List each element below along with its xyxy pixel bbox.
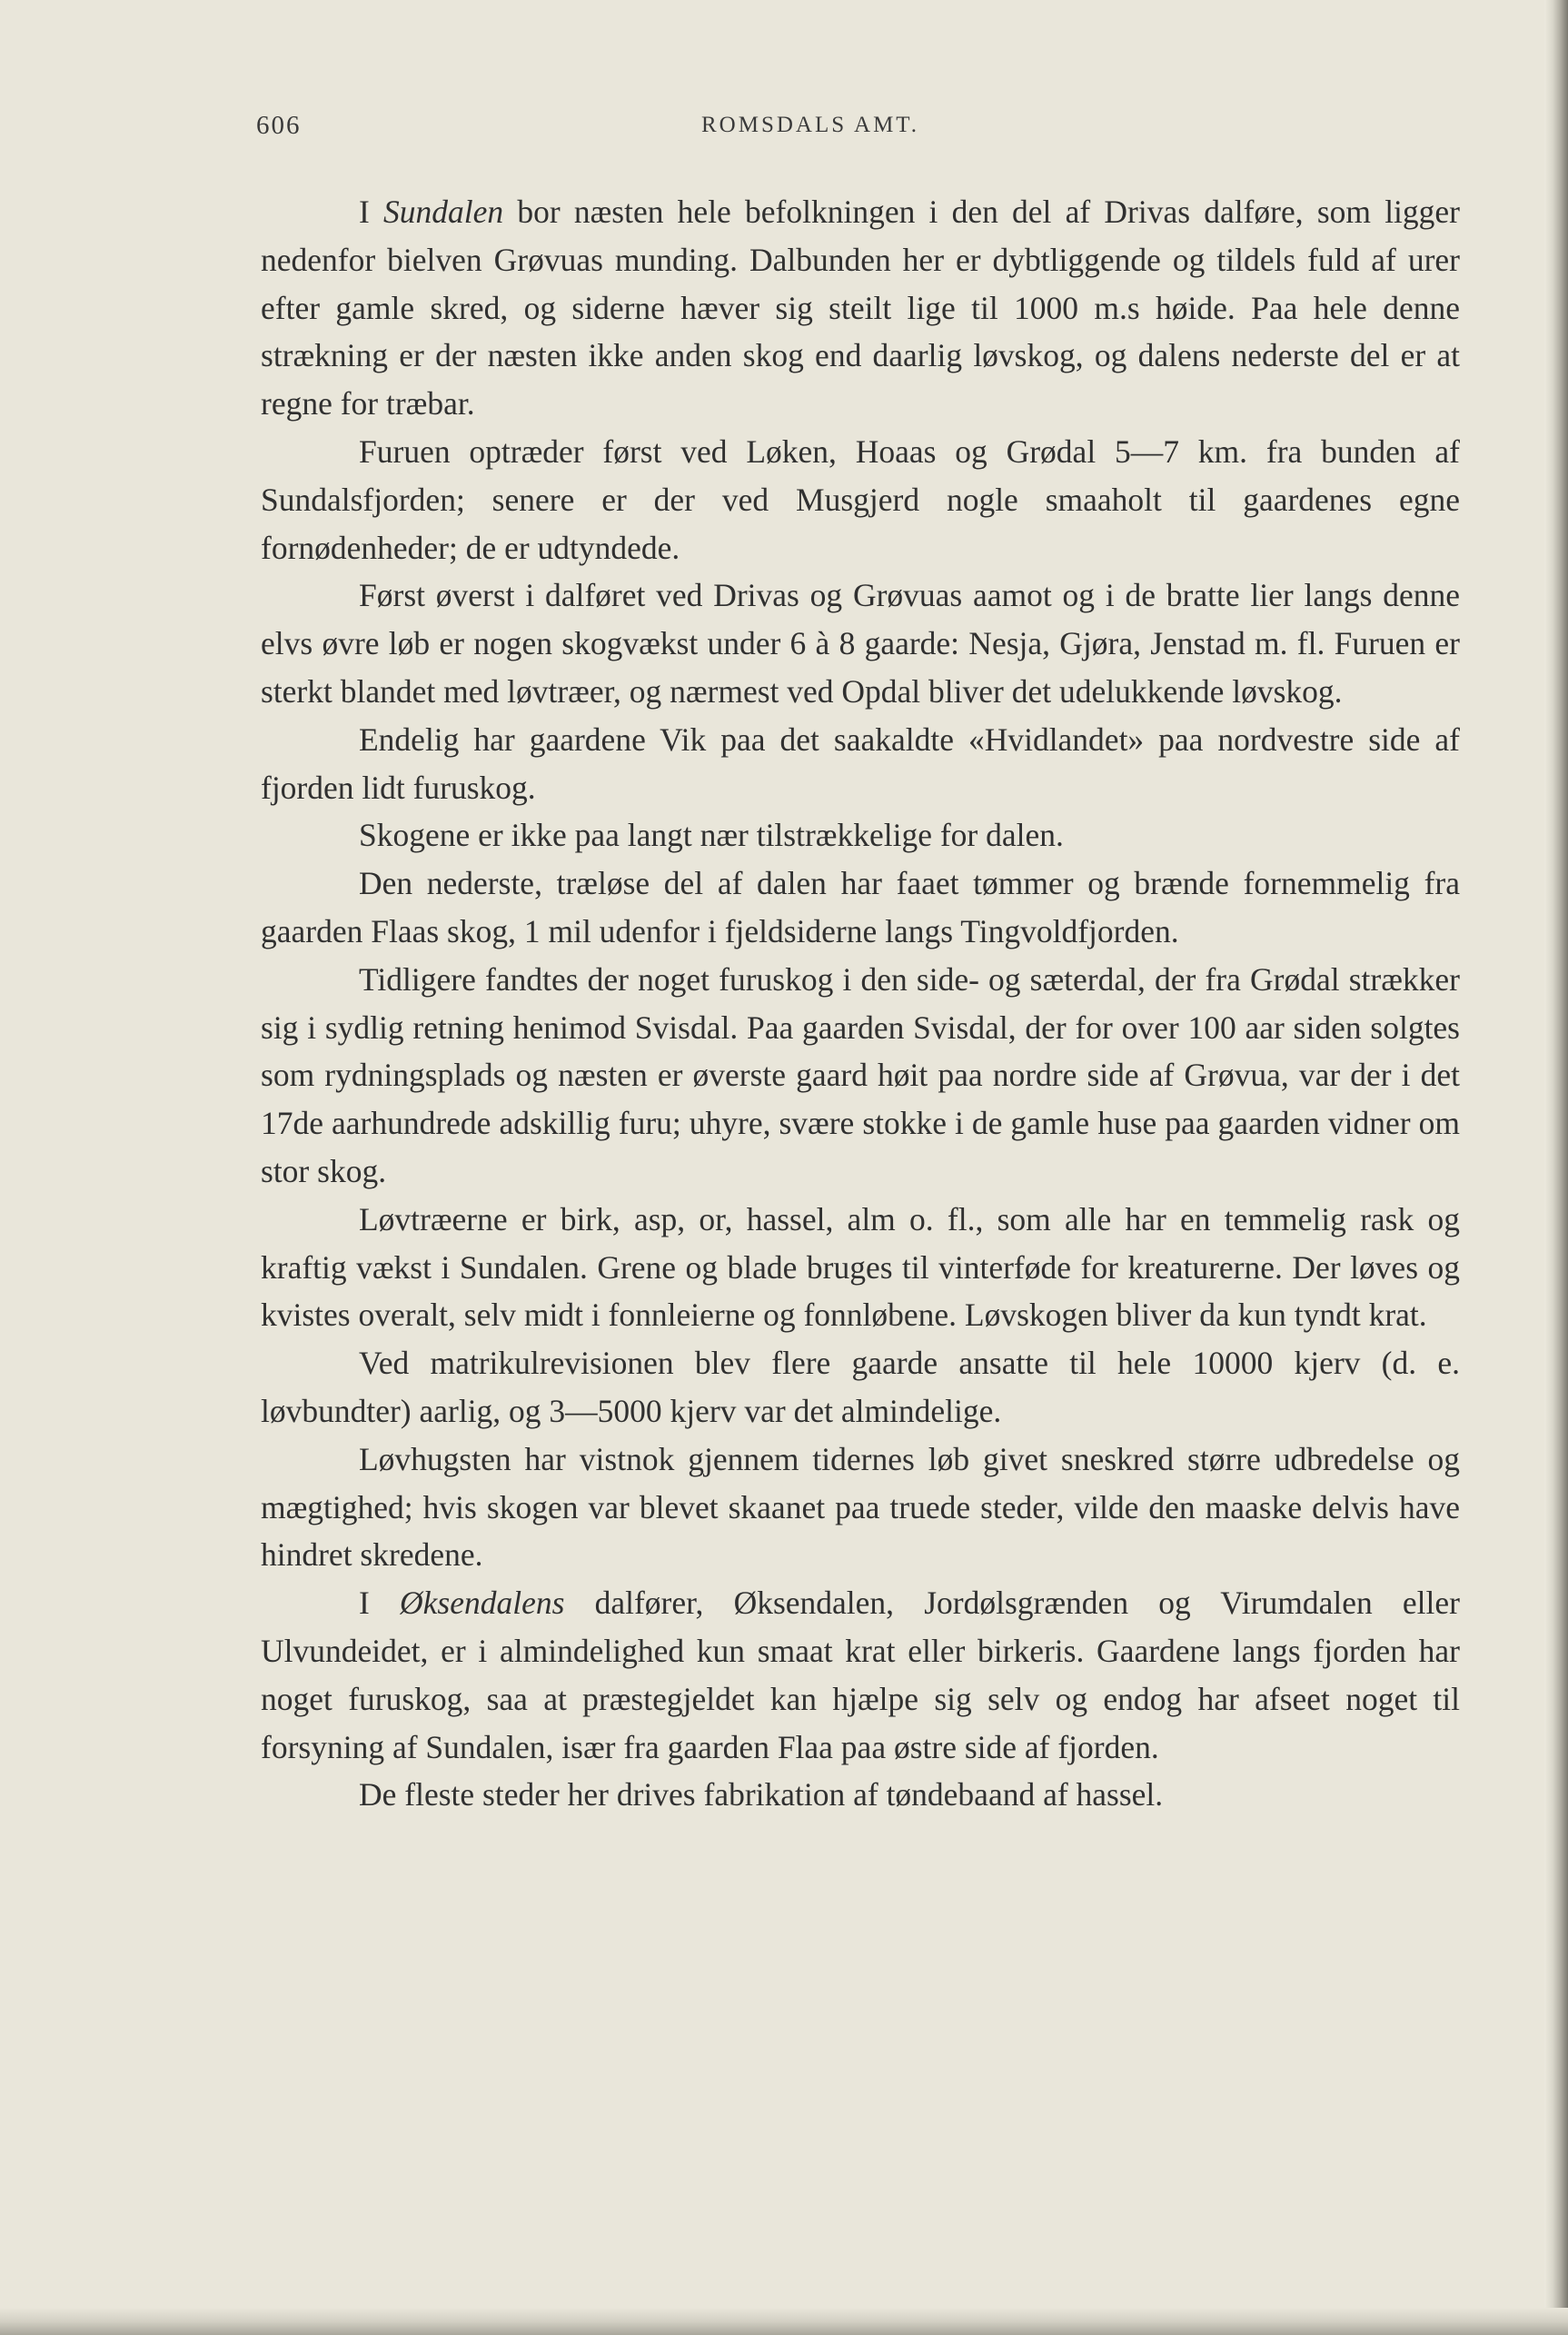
text-run: Skogene er ikke paa langt nær tilstrækkelige for dalen. <box>359 817 1064 854</box>
text-run: bor næsten hele befolkningen i den del af Drivas dalføre, som ligger nedenfor bielven Grøvuas munding. Dalbunden her er dybtliggende og tildels fuld af urer efter gamle skred, og siderne hæver sig steilt lige til 1000 m.s høide. Paa hele denne strækning er der næsten ikke anden skog end daarlig løvskog, og dalens nederste del er at regne for træbar. <box>261 194 1460 422</box>
place-name-italic: Øksendalens <box>400 1585 565 1622</box>
text-run: I <box>359 194 384 230</box>
body-text <box>261 188 1460 1819</box>
text-run: Løvhugsten har vistnok gjennem tidernes løb givet sneskred større udbredelse og mægtighed; hvis skogen var blevet skaanet paa truede steder, vilde den maaske delvis have hindret skredene. <box>261 1440 1460 1574</box>
place-name-italic: Sundalen <box>383 194 504 230</box>
page-header <box>256 111 1455 147</box>
text-run: Den nederste, træløse del af dalen har faaet tømmer og brænde fornemmelig fra gaarden Flaas skog, 1 mil udenfor i fjeldsiderne langs Tingvoldfjorden. <box>261 865 1460 949</box>
text-run: Først øverst i dalføret ved Drivas og Grøvuas aamot og i de bratte lier langs denne elvs øvre løb er nogen skogvækst under 6 à 8 gaarde: Nesja, Gjøra, Jenstad m. fl. Furuen er sterkt blandet med løvtræer, og nærmest ved Opdal bliver det udelukkende løvskog. <box>261 577 1460 710</box>
paragraph <box>261 716 1460 812</box>
text-run: dalfører, Øksendalen, Jordølsgrænden og Virumdalen eller Ulvundeidet, er i almindelighed kun smaat krat eller birkeris. Gaardene langs fjorden har noget furuskog, saa at præstegjeldet kan hjælpe sig selv og endog har afseet noget til forsyning af Sundalen, især fra gaarden Flaa paa østre side af fjorden. <box>261 1585 1460 1765</box>
paragraph <box>261 956 1460 1196</box>
page-bottom-shadow <box>0 2308 1568 2335</box>
text-run: De fleste steder her drives fabrikation af tøndebaand af hassel. <box>359 1776 1164 1813</box>
text-run: I <box>359 1585 401 1622</box>
paragraph <box>261 811 1460 859</box>
text-run: Tidligere fandtes der noget furuskog i den side- og sæterdal, der fra Grødal strækker sig i sydlig retning henimod Svisdal. Paa gaarden Svisdal, der for over 100 aar siden solgtes som rydningsplads og næsten er øverste gaard høit paa nordre side af Grøvua, var der i det 17de aarhundrede adskillig furu; uhyre, svære stokke i de gamle huse paa gaarden vidner om stor skog. <box>261 960 1460 1189</box>
page-edge-shadow <box>1544 0 1568 2335</box>
text-run: Endelig har gaardene Vik paa det saakaldte «Hvidlandet» paa nordvestre side af fjorden lidt furuskog. <box>261 720 1460 806</box>
paragraph <box>261 428 1460 571</box>
page-number: 606 <box>256 111 302 140</box>
text-run: Furuen optræder først ved Løken, Hoaas og Grødal 5—7 km. fra bunden af Sundalsfjorden; senere er der ved Musgjerd nogle smaaholt til gaardenes egne fornødenheder; de er udtyndede. <box>261 432 1460 566</box>
paragraph <box>261 1339 1460 1436</box>
text-run: Ved matrikulrevisionen blev flere gaarde ansatte til hele 10000 kjerv (d. e. løvbundter) aarlig, og 3—5000 kjerv var det almindelige. <box>261 1345 1460 1429</box>
running-head: ROMSDALS AMT. <box>701 113 919 137</box>
paragraph <box>261 1771 1460 1819</box>
text-run: Løvtræerne er birk, asp, or, hassel, alm o. fl., som alle har en temmelig rask og kraftig vækst i Sundalen. Grene og blade bruges til vinterføde for kreaturerne. Der løves og kvistes overalt, selv midt i fonnleierne og fonnløbene. Løvskogen bliver da kun tyndt krat. <box>261 1200 1460 1334</box>
paragraph <box>261 1436 1460 1579</box>
paragraph <box>261 1579 1460 1771</box>
paragraph <box>261 859 1460 956</box>
paragraph <box>261 188 1460 428</box>
paragraph <box>261 1196 1460 1339</box>
paragraph <box>261 571 1460 715</box>
